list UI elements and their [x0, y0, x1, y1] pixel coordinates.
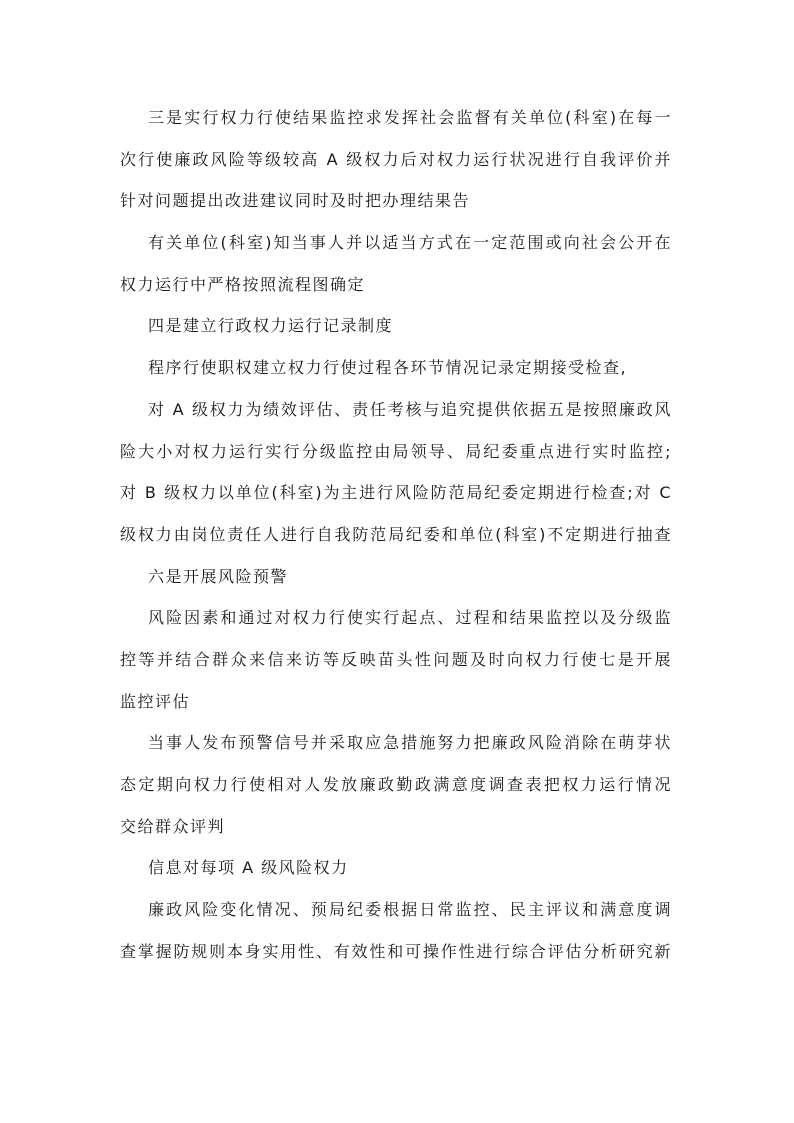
- text-line: 次行使廉政风险等级较高 A 级权力后对权力运行状况进行自我评价并: [120, 149, 672, 169]
- paragraph: [120, 556, 672, 598]
- paragraph: [120, 889, 672, 972]
- text-line: 有关单位(科室)知当事人并以适当方式在一定范围或向社会公开在: [148, 233, 672, 253]
- text-line: 四是建立行政权力运行记录制度: [148, 316, 394, 336]
- text-line: 三是实行权力行使结果监控求发挥社会监督有关单位(科室)在每一: [148, 108, 672, 127]
- text-line: 权力运行中严格按照流程图确定: [120, 274, 366, 294]
- paragraph: [120, 722, 672, 847]
- text-line: 信息对每项 A 级风险权力: [148, 858, 349, 878]
- text-line: 监控评估: [120, 691, 191, 711]
- text-line: 程序行使职权建立权力行使过程各环节情况记录定期接受检查,: [148, 358, 628, 378]
- paragraph: [120, 347, 672, 389]
- text-line: 对 A 级权力为绩效评估、责任考核与追究提供依据五是按照廉政风: [148, 399, 672, 419]
- text-line: 态定期向权力行使相对人发放廉政勤政满意度调查表把权力运行情况: [120, 775, 672, 794]
- paragraph: [120, 222, 672, 305]
- text-line: 险大小对权力运行实行分级监控由局领导、局纪委重点进行实时监控;: [120, 441, 672, 461]
- text-line: 级权力由岗位责任人进行自我防范局纪委和单位(科室)不定期进行抽查: [120, 524, 672, 544]
- text-line: 当事人发布预警信号并采取应急措施努力把廉政风险消除在萌芽状: [148, 733, 672, 753]
- text-line: 六是开展风险预警: [148, 566, 289, 586]
- text-line: 针对问题提出改进建议同时及时把办理结果告: [120, 191, 471, 211]
- paragraph: [120, 305, 672, 347]
- text-line: 查掌握防规则本身实用性、有效性和可操作性进行综合评估分析研究新: [120, 941, 672, 961]
- document-body: [120, 97, 672, 972]
- text-line: 廉政风险变化情况、预局纪委根据日常监控、民主评议和满意度调: [148, 900, 672, 920]
- paragraph: [120, 389, 672, 556]
- text-line: 控等并结合群众来信来访等反映苗头性问题及时向权力行使七是开展: [120, 649, 672, 669]
- text-line: 交给群众评判: [120, 816, 226, 836]
- text-line: 对 B 级权力以单位(科室)为主进行风险防范局纪委定期进行检查;对 C: [120, 483, 672, 503]
- text-line: 风险因素和通过对权力行使实行起点、过程和结果监控以及分级监: [148, 608, 672, 628]
- paragraph: [120, 97, 672, 222]
- paragraph: [120, 847, 672, 889]
- paragraph: [120, 597, 672, 722]
